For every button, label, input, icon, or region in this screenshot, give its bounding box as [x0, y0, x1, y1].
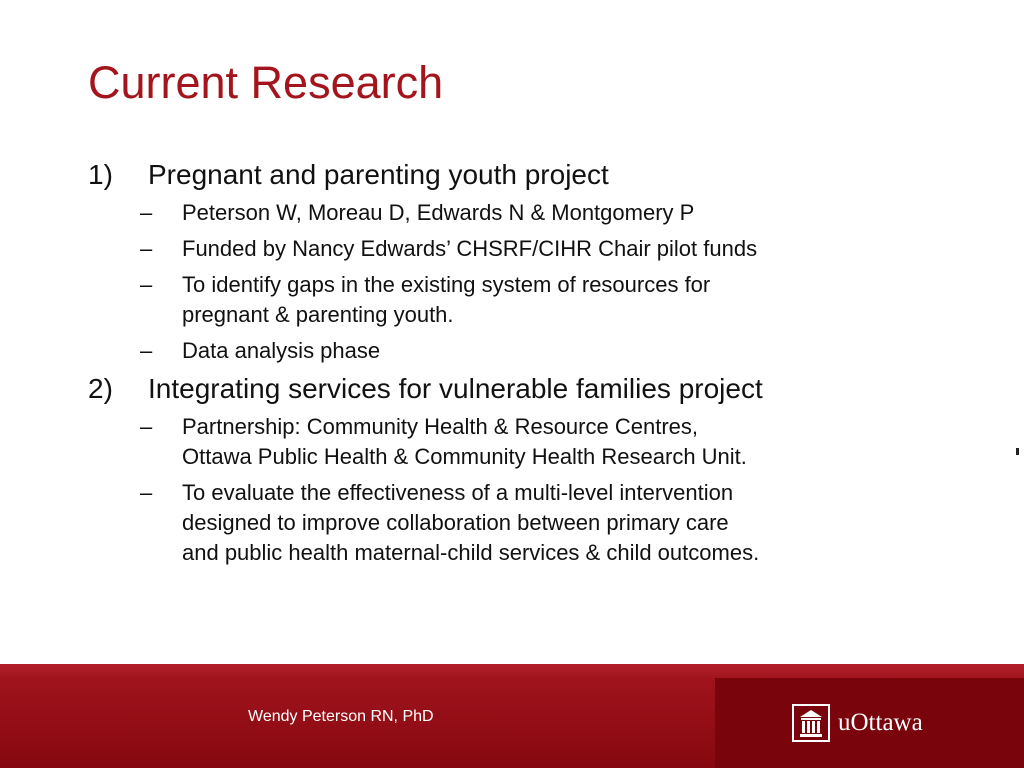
dash-bullet: – — [140, 272, 153, 297]
uottawa-logo — [792, 704, 923, 742]
footer-bar — [0, 664, 1024, 768]
sub-item — [88, 234, 988, 264]
sub-item-text: To identify gaps in the existing system of resources for pregnant & parenting youth. — [182, 272, 711, 327]
list-item-2 — [88, 372, 988, 406]
dash-bullet: – — [140, 414, 153, 439]
sub-item — [88, 336, 988, 366]
sub-item-text: Data analysis phase — [182, 338, 381, 363]
sub-item-text: Funded by Nancy Edwards’ CHSRF/CIHR Chair pilot funds — [182, 236, 758, 261]
dash-bullet: – — [140, 200, 153, 225]
dash-bullet: – — [140, 480, 153, 505]
sub-item-text: Partnership: Community Health & Resource Centres, Ottawa Public Health & Community Health Research Unit. — [182, 414, 747, 469]
item-heading: Pregnant and parenting youth project — [148, 159, 609, 190]
item-heading: Integrating services for vulnerable families project — [148, 373, 763, 404]
dash-bullet: – — [140, 338, 153, 363]
sub-item — [88, 412, 988, 472]
footer-author: Wendy Peterson RN, PhD — [248, 708, 434, 725]
stray-mark — [1016, 448, 1019, 455]
sub-item — [88, 198, 988, 228]
item-number: 1) — [88, 159, 113, 190]
dash-bullet: – — [140, 236, 153, 261]
sub-item-text: Peterson W, Moreau D, Edwards N & Montgomery P — [182, 200, 695, 225]
list-item-1 — [88, 158, 988, 192]
logo-text: uOttawa — [838, 709, 923, 736]
item-number: 2) — [88, 373, 113, 404]
slide-title: Current Research — [88, 57, 444, 108]
university-building-icon — [792, 704, 830, 742]
slide-content — [88, 158, 988, 574]
sub-item-text: To evaluate the effectiveness of a multi-level intervention designed to improve collaboration between primary care and public health maternal-child services & child outcomes. — [182, 480, 760, 565]
sub-item — [88, 270, 988, 330]
sub-item — [88, 478, 988, 568]
sub-list-1 — [88, 198, 988, 366]
sub-list-2 — [88, 412, 988, 568]
